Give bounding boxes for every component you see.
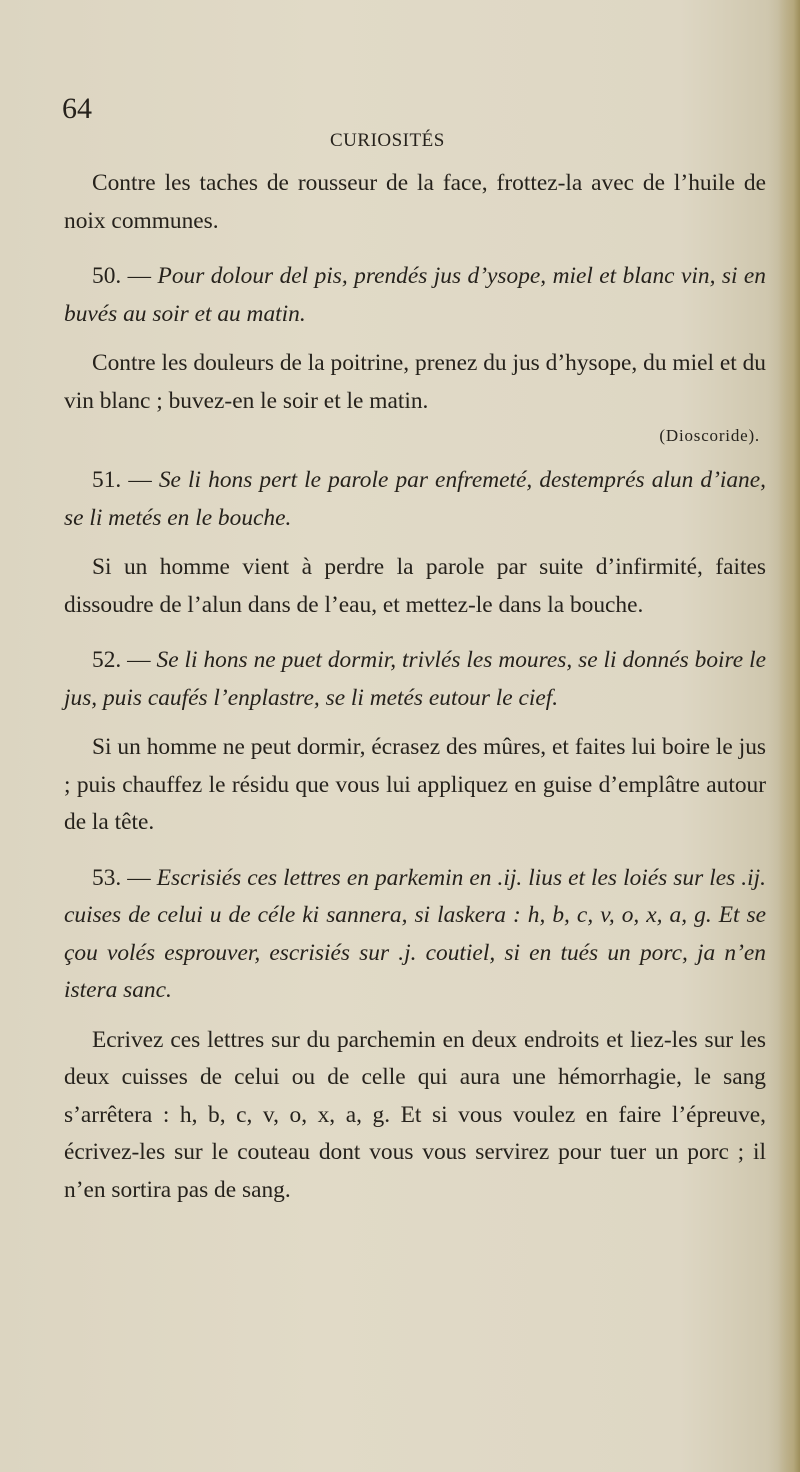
- entry-51-number: 51. —: [92, 467, 152, 493]
- entry-51-translation: Si un homme vient à perdre la parole par suite d’infirmité, faites dissoudre de l’alun dans de l’eau, et mettez-le dans la bouche.: [64, 554, 766, 618]
- entry-52-translation: Si un homme ne peut dormir, écrasez des mûres, et faites lui boire le jus ; puis chauffez le résidu que vous lui appliquez en guise d’emplâtre autour de la tête.: [64, 734, 766, 835]
- entry-51-old-text: [64, 462, 766, 537]
- entry-53-translation: Ecrivez ces lettres sur du parchemin en deux endroits et liez-les sur les deux cuisses de celui ou de celle qui aura une hémorrhagie, le sang s’arrêtera : h, b, c, v, o, x, a, g. Et si vous voulez en faire l’épreuve, écrivez-les sur le couteau dont vous vous servirez pour tuer un porc ; il n’en sortira pas de sang.: [64, 1026, 766, 1203]
- running-head: CURIOSITÉS: [330, 130, 445, 151]
- body-text: [64, 165, 766, 1209]
- entry-51-old-french: Se li hons pert le parole par enfremeté, destemprés alun d’iane, se li metés en le bouche.: [64, 467, 766, 531]
- paragraph-intro: Contre les taches de rousseur de la face, frottez-la avec de l’huile de noix communes.: [64, 170, 766, 234]
- entry-52-number: 52. —: [92, 647, 151, 673]
- entry-50-number: 50. —: [92, 263, 152, 289]
- entry-52-old-text: [64, 642, 766, 717]
- entry-50-translation: Contre les douleurs de la poitrine, prenez du jus d’hysope, du miel et du vin blanc ; buvez-en le soir et le matin.: [64, 350, 766, 414]
- entry-53-old-french: Escrisiés ces lettres en parkemin en .ij. lius et les loiés sur les .ij. cuises de celui u de céle ki sannera, si laskera : h, b, c, v, o, x, a, g. Et se çou volés esprouver, escrisiés sur .j. coutiel, si en tués un porc, ja n’en istera sanc.: [64, 864, 766, 1003]
- page-number: 64: [62, 92, 92, 125]
- entry-50-old-french: Pour dolour del pis, prendés jus d’ysope, miel et blanc vin, si en buvés au soir et au matin.: [64, 263, 766, 327]
- entry-52-old-french: Se li hons ne puet dormir, trivlés les moures, se li donnés boire le jus, puis caufés l’enplastre, se li metés eutour le cief.: [64, 647, 766, 711]
- entry-53-number: 53. —: [92, 864, 151, 891]
- entry-50-old-text: [64, 258, 766, 333]
- entry-53-old-text: [64, 860, 766, 1010]
- page-edge-shadow: [778, 0, 800, 1472]
- entry-50-source: (Dioscoride).: [659, 426, 760, 445]
